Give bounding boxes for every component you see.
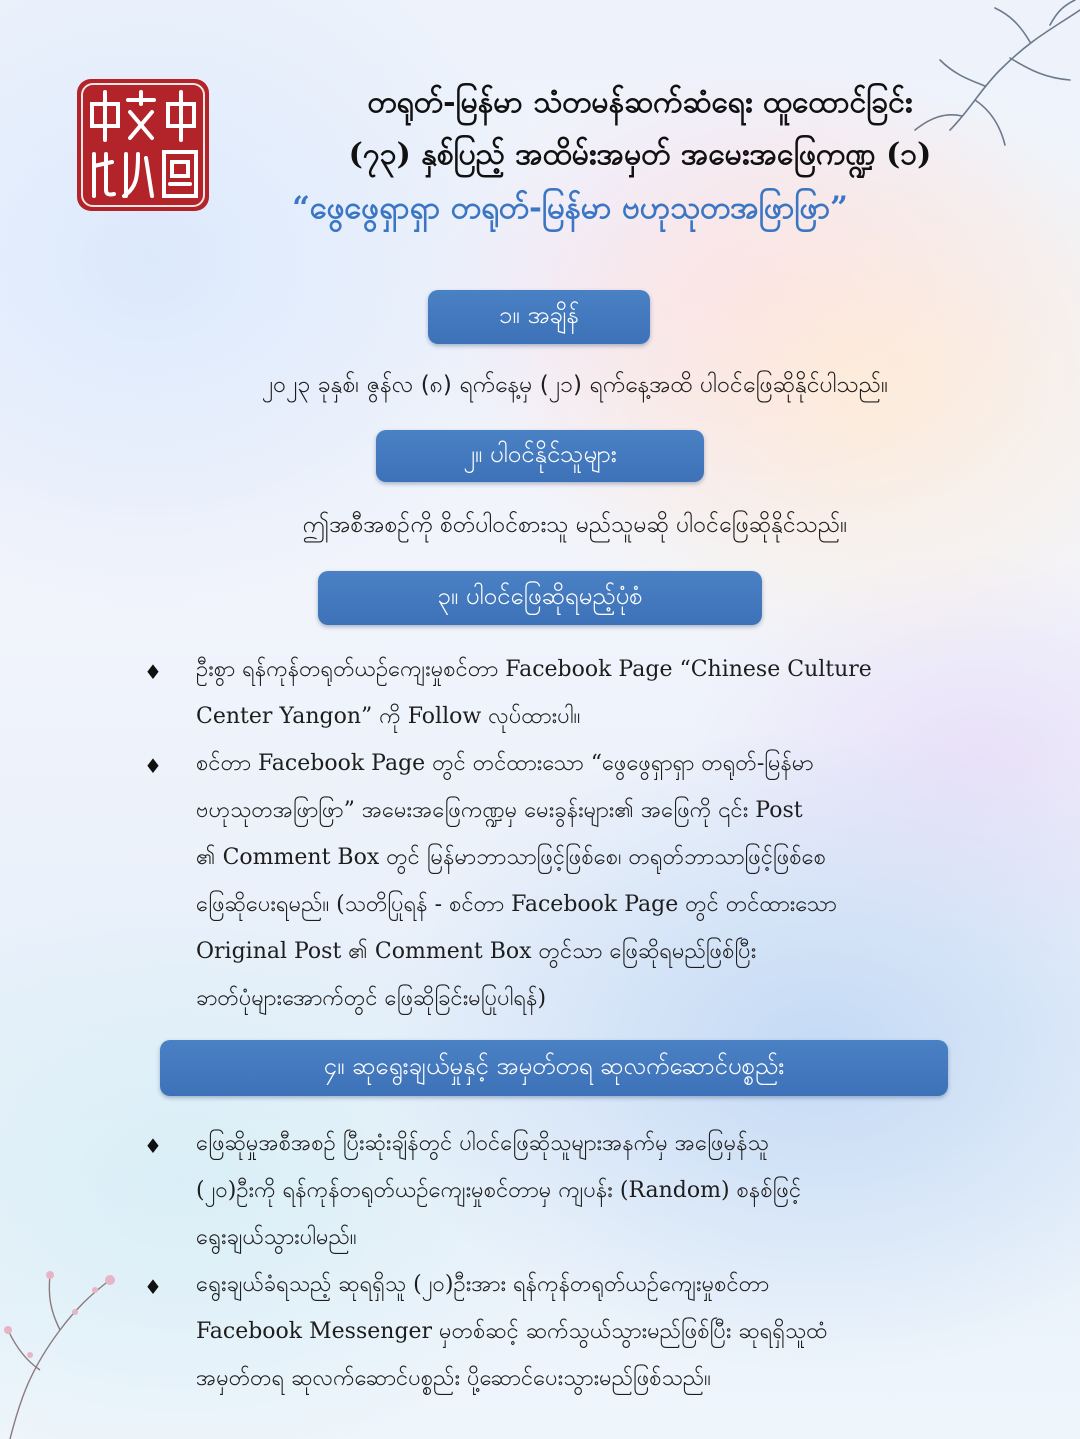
bullet-line: ဦးစွာ ရန်ကုန်တရုတ်ယဉ်ကျေးမှုစင်တာ Facebook Page “Chinese Culture xyxy=(196,657,872,682)
bullet-line: ရွေးချယ်ခံရသည့် ဆုရရှိသူ (၂၀)ဦးအား ရန်ကုန်တရုတ်ယဉ်ကျေးမှုစင်တာ xyxy=(196,1272,770,1297)
section-time-body: ၂၀၂၃ ခုနှစ်၊ ဇွန်လ (၈) ရက်နေ့မှ (၂၁) ရက်နေ့အထိ ပါဝင်ဖြေဆိုနိုင်ပါသည်။ xyxy=(261,372,889,398)
section-eligibility-body: ဤအစီအစဉ်ကို စိတ်ပါဝင်စားသူ မည်သူမဆို ပါဝင်ဖြေဆိုနိုင်သည်။ xyxy=(302,512,848,538)
section-prize-header: ၄။ ဆုရွေးချယ်မှုနှင့် အမှတ်တရ ဆုလက်ဆောင်ပစ္စည်း xyxy=(160,1040,948,1096)
bullet-line: ၏ Comment Box တွင် မြန်မာဘာသာဖြင့်ဖြစ်စေ၊ တရုတ်ဘာသာဖြင့်ဖြစ်စေ xyxy=(196,845,826,870)
bullet-line: Original Post ၏ Comment Box တွင်သာ ဖြေဆိုရမည်ဖြစ်ပြီး xyxy=(196,939,757,964)
bullet-line: Facebook Messenger မှတစ်ဆင့် ဆက်သွယ်သွားမည်ဖြစ်ပြီး ဆုရရှိသူထံ xyxy=(196,1319,828,1344)
bullet-line: Center Yangon” ကို Follow လုပ်ထားပါ။ xyxy=(196,704,581,729)
campaign-subtitle: “ဖွေဖွေရှာရှာ တရုတ်-မြန်မာ ဗဟုသုတအဖြာဖြာ” xyxy=(292,190,848,226)
title-line-1: တရုတ်-မြန်မာ သံတမန်ဆက်ဆံရေး ထူထောင်ခြင်း xyxy=(367,85,913,120)
blossom-branch-icon xyxy=(0,1250,140,1439)
chinese-culture-center-seal-logo xyxy=(76,78,210,212)
bullet-line: ဖြေဆိုမှုအစီအစဉ် ပြီးဆုံးချိန်တွင် ပါဝင်ဖြေဆိုသူများအနက်မှ အဖြေမှန်သူ xyxy=(196,1131,769,1156)
diamond-bullet-icon: ♦ xyxy=(144,1275,162,1299)
bullet-line: စင်တာ Facebook Page တွင် တင်ထားသော “ဖွေဖွေရှာရှာ တရုတ်-မြန်မာ xyxy=(196,751,814,776)
bullet-line: ဖြေဆိုပေးရမည်။ (သတိပြုရန် - စင်တာ Facebook Page တွင် တင်ထားသော xyxy=(196,892,837,917)
branch-decoration-icon xyxy=(880,0,1080,150)
section-method-header: ၃။ ပါဝင်ဖြေဆိုရမည့်ပုံစံ xyxy=(318,571,762,625)
bullet-line: ရွေးချယ်သွားပါမည်။ xyxy=(196,1225,357,1250)
diamond-bullet-icon: ♦ xyxy=(144,754,162,778)
section-eligibility-header: ၂။ ပါဝင်နိုင်သူများ xyxy=(376,430,704,482)
diamond-bullet-icon: ♦ xyxy=(144,660,162,684)
bullet-line: (၂၀)ဦးကို ရန်ကုန်တရုတ်ယဉ်ကျေးမှုစင်တာမှ ကျပန်း (Random) စနစ်ဖြင့် xyxy=(196,1178,802,1203)
bullet-line: ဗဟုသုတအဖြာဖြာ” အမေးအဖြေကဏ္ဍမှ မေးခွန်းများ၏ အဖြေကို ၎င်း Post xyxy=(196,798,803,823)
title-line-2: (၇၃) နှစ်ပြည့် အထိမ်းအမှတ် အမေးအဖြေကဏ္ဍ (၁) xyxy=(348,137,932,172)
diamond-bullet-icon: ♦ xyxy=(144,1134,162,1158)
method-bullet-item xyxy=(144,650,974,740)
method-bullet-item xyxy=(144,744,974,1029)
section-time-header: ၁။ အချိန် xyxy=(428,290,650,344)
bullet-line: ခာတ်ပုံများအောက်တွင် ဖြေဆိုခြင်းမပြုပါရန်) xyxy=(196,986,547,1011)
prize-bullet-item xyxy=(144,1124,974,1264)
prize-bullet-item xyxy=(144,1265,974,1405)
bullet-line: အမှတ်တရ ဆုလက်ဆောင်ပစ္စည်း ပို့ဆောင်ပေးသွားမည်ဖြစ်သည်။ xyxy=(196,1366,711,1391)
